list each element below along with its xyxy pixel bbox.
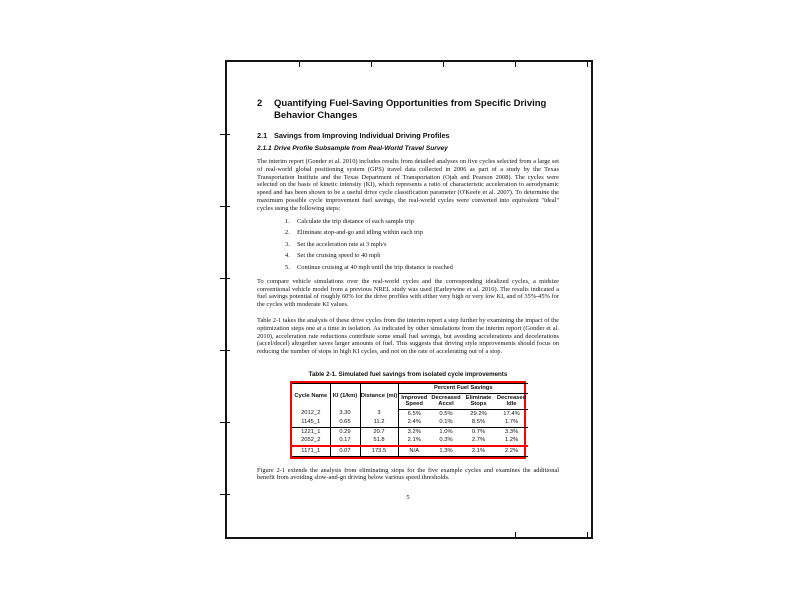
list-item-text: Eliminate stop-and-go and idling within each trip: [297, 229, 424, 237]
cell-cycle: 1171_1: [292, 446, 330, 456]
cell-eliminate-stops: 2.1%: [462, 446, 495, 456]
ruler-tick: [220, 206, 230, 207]
numbered-list: [257, 218, 559, 272]
subsubsection-number: 2.1.1: [257, 145, 272, 152]
table-caption: Table 2-1. Simulated fuel savings from isolated cycle improvements: [308, 370, 508, 378]
ruler-tick: [220, 134, 230, 135]
cell-decreased-idle: 1.7%: [495, 418, 528, 427]
cell-distance: 173.5: [360, 446, 398, 456]
section-heading: [257, 98, 559, 122]
cell-cycle: 1221_1: [301, 428, 321, 435]
paragraph-simulation-results: To compare vehicle simulations over the real-world cycles and the corresponding idealized cycles, a midsize conventional vehicle model from a previous NREL study was used (Earleywine et al. 2010). The results indicated a fuel savings potential of roughly 60% for the drive profiles with either very high or very low KI, and of 35%-45% for the cycles with moderate KI values.: [257, 277, 559, 309]
cell-decreased-idle: 1.2%: [504, 437, 519, 444]
table-row: [292, 418, 528, 427]
cell-improved-speed: 2.4%: [398, 418, 430, 427]
cell-improved-speed: 3.2%: [398, 427, 430, 436]
cell-improved-speed: 2.1%: [398, 436, 430, 446]
table-row-highlighted: [292, 446, 528, 456]
list-item-text: Set the acceleration rate at 3 mph/s: [297, 240, 387, 248]
list-item: [257, 252, 559, 260]
subsubsection-title: Drive Profile Subsample from Real-World Travel Survey: [274, 145, 448, 152]
section-number: 2: [257, 98, 263, 109]
ruler-tick: [299, 60, 300, 67]
subsubsection-heading: [257, 145, 559, 153]
page-content: [257, 98, 559, 501]
table-row: [292, 427, 528, 436]
col-header-decreased-accel: Decreased Accel: [430, 393, 462, 409]
list-item-number: 3.: [285, 240, 290, 248]
cell-decreased-idle: 2.2%: [495, 446, 528, 456]
ruler-tick: [220, 350, 230, 351]
report-page: [225, 60, 593, 539]
cell-decreased-accel: 0.1%: [430, 418, 462, 427]
col-header-percent-fuel-savings: Percent Fuel Savings: [398, 383, 528, 393]
ruler-tick: [587, 60, 588, 67]
cell-eliminate-stops: 2.7%: [471, 437, 486, 444]
list-item-text: Set the cruising speed to 40 mph: [297, 252, 381, 260]
cell-ki: 0.65: [330, 418, 360, 427]
cell-cycle: 1145_1: [292, 418, 330, 427]
ruler-tick: [220, 278, 230, 279]
cell-decreased-accel: 0.5%: [439, 410, 453, 417]
subsection-number: 2.1: [257, 131, 268, 140]
fuel-savings-table: [292, 383, 528, 457]
cell-eliminate-stops: 8.5%: [462, 418, 495, 427]
cell-decreased-idle: 17.4%: [503, 410, 520, 417]
section-title: Quantifying Fuel-Saving Opportunities from Specific Driving Behavior Changes: [274, 98, 547, 121]
list-item: [257, 218, 559, 226]
list-item: [257, 229, 559, 237]
list-item: [257, 241, 559, 249]
cell-ki: 3.30: [330, 409, 360, 418]
cell-distance: 3: [360, 409, 398, 418]
cell-distance: 20.7: [360, 427, 398, 436]
list-item-number: 4.: [285, 252, 290, 260]
annotation-highlight-box: [290, 381, 526, 459]
paragraph-figure-reference: Figure 2-1 extends the analysis from eliminating stops for the five example cycles and examines the additional benefit from avoiding slow-and-go driving below various speed thresholds.: [257, 466, 559, 482]
cell-eliminate-stops: 29.2%: [470, 410, 487, 417]
cell-decreased-accel: 1.0%: [439, 428, 453, 435]
ruler-tick: [515, 60, 516, 67]
ruler-tick: [220, 494, 230, 495]
col-header-eliminate-stops: Eliminate Stops: [462, 393, 495, 409]
paragraph-intro: The interim report (Gonder et al. 2010) includes results from detailed analyses on five cycles selected from a large set of real-world global positioning system (GPS) travel data collected in 2006 as part of a study by the Texas Transportation Institute and the Texas Department of Transportation (Ojah and Pearson 2008). The cycles were selected on the basis of kinetic intensity (KI), which represents a ratio of characteristic acceleration to aerodynamic speed and has been shown to be a useful drive cycle classification parameter (O'Keefe et al. 2007). To determine the maximum possible cycle improvement fuel savings, the real-world cycles were converted into equivalent "ideal" cycles using the following steps:: [257, 158, 559, 212]
cell-cycle: 2052_2: [301, 437, 321, 444]
subsection-heading: [257, 131, 559, 140]
list-item-text: Continue cruising at 40 mph until the trip distance is reached: [297, 263, 453, 271]
cell-distance: 11.2: [360, 418, 398, 427]
list-item-number: 5.: [285, 263, 290, 271]
cell-ki: 0.07: [330, 446, 360, 456]
col-header-cycle-name: Cycle Name: [294, 393, 328, 400]
list-item-number: 1.: [285, 217, 290, 225]
cell-ki: 0.29: [330, 427, 360, 436]
cell-eliminate-stops: 0.7%: [471, 428, 486, 435]
ruler-tick: [371, 60, 372, 67]
list-item-number: 2.: [285, 229, 290, 237]
subsection-title: Savings from Improving Individual Driving Profiles: [274, 131, 450, 140]
cell-improved-speed: N/A: [398, 446, 430, 456]
page-number: 5: [406, 494, 410, 502]
table-row: [292, 409, 528, 418]
ruler-tick: [515, 532, 516, 539]
col-header-improved-speed: Improved Speed: [398, 393, 430, 409]
cell-decreased-idle: 3.3%: [504, 428, 519, 435]
paragraph-table-discussion: Table 2-1 takes the analysis of these drive cycles from the interim report a step further by examining the impact of the optimization steps one at a time in isolation. As indicated by other simulations from the interim report (Gonder et al. 2010), acceleration rate reductions contribute some small fuel savings, but avoiding accelerations and decelerations (accel/decel) altogether saves larger amounts of fuel. This suggests that driving style improvements should focus on reducing the number of stops in high KI cycles, and not on the rate of accelerating out of a stop.: [257, 316, 559, 356]
table-row: [292, 436, 528, 446]
cell-ki: 0.17: [330, 436, 360, 446]
cell-cycle: 2012_2: [301, 410, 321, 417]
ruler-tick: [587, 532, 588, 539]
col-header-ki: KI (1/km): [330, 383, 360, 409]
ruler-tick: [443, 60, 444, 67]
cell-distance: 51.8: [360, 436, 398, 446]
cell-improved-speed: 6.5%: [398, 409, 430, 418]
list-item-text: Calculate the trip distance of each sample trip: [297, 217, 414, 225]
cell-decreased-accel: 0.3%: [439, 437, 453, 444]
ruler-tick: [220, 422, 230, 423]
col-header-distance: Distance (mi): [360, 383, 398, 409]
cell-decreased-accel: 1.3%: [430, 446, 462, 456]
list-item: [257, 264, 559, 272]
col-header-decreased-idle: Decreased Idle: [495, 393, 528, 409]
